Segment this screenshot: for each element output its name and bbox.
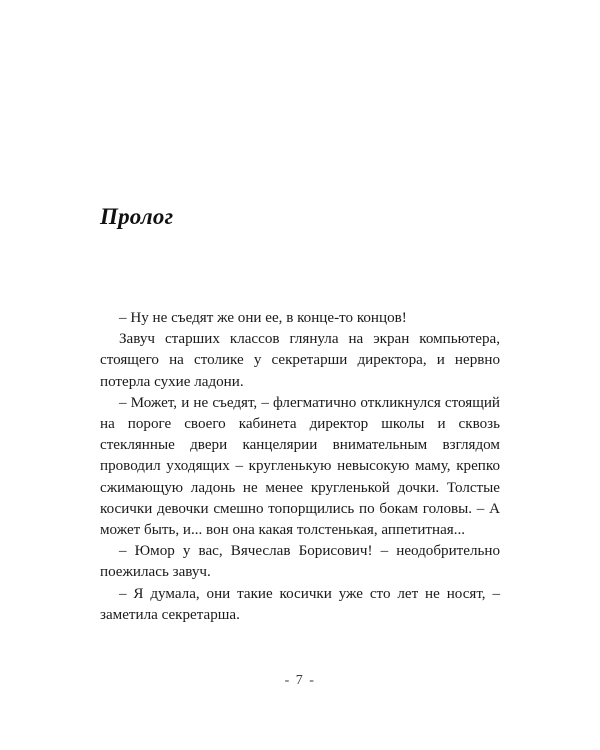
paragraph: – Может, и не съедят, – флегматично откликнулся стоящий на пороге своего кабинета директор школы и сквозь стеклянные двери канцелярии внимательным взглядом проводил уходящих – кругленькую невысокую маму, крепко сжимающую ладонь не менее кругленькой дочки. Толстые косички девочки смешно топорщились по бокам головы. – А может быть, и... вон она какая толстенькая, аппетитная... xyxy=(100,394,500,539)
chapter-title: Пролог xyxy=(100,204,174,229)
page-number: - 7 - xyxy=(284,673,316,688)
paragraph: – Ну не съедят же они ее, в конце-то концов! xyxy=(119,310,407,326)
paragraph: – Юмор у вас, Вячеслав Борисович! – неодобрительно поежилась завуч. xyxy=(100,543,500,581)
body-text-block xyxy=(100,308,500,626)
paragraph: Завуч старших классов глянула на экран компьютера, стоящего на столике у секретарши директора, и нервно потерла сухие ладони. xyxy=(100,331,500,390)
paragraph: – Я думала, они такие косички уже сто лет не носят, – заметила секретарша. xyxy=(100,585,500,623)
